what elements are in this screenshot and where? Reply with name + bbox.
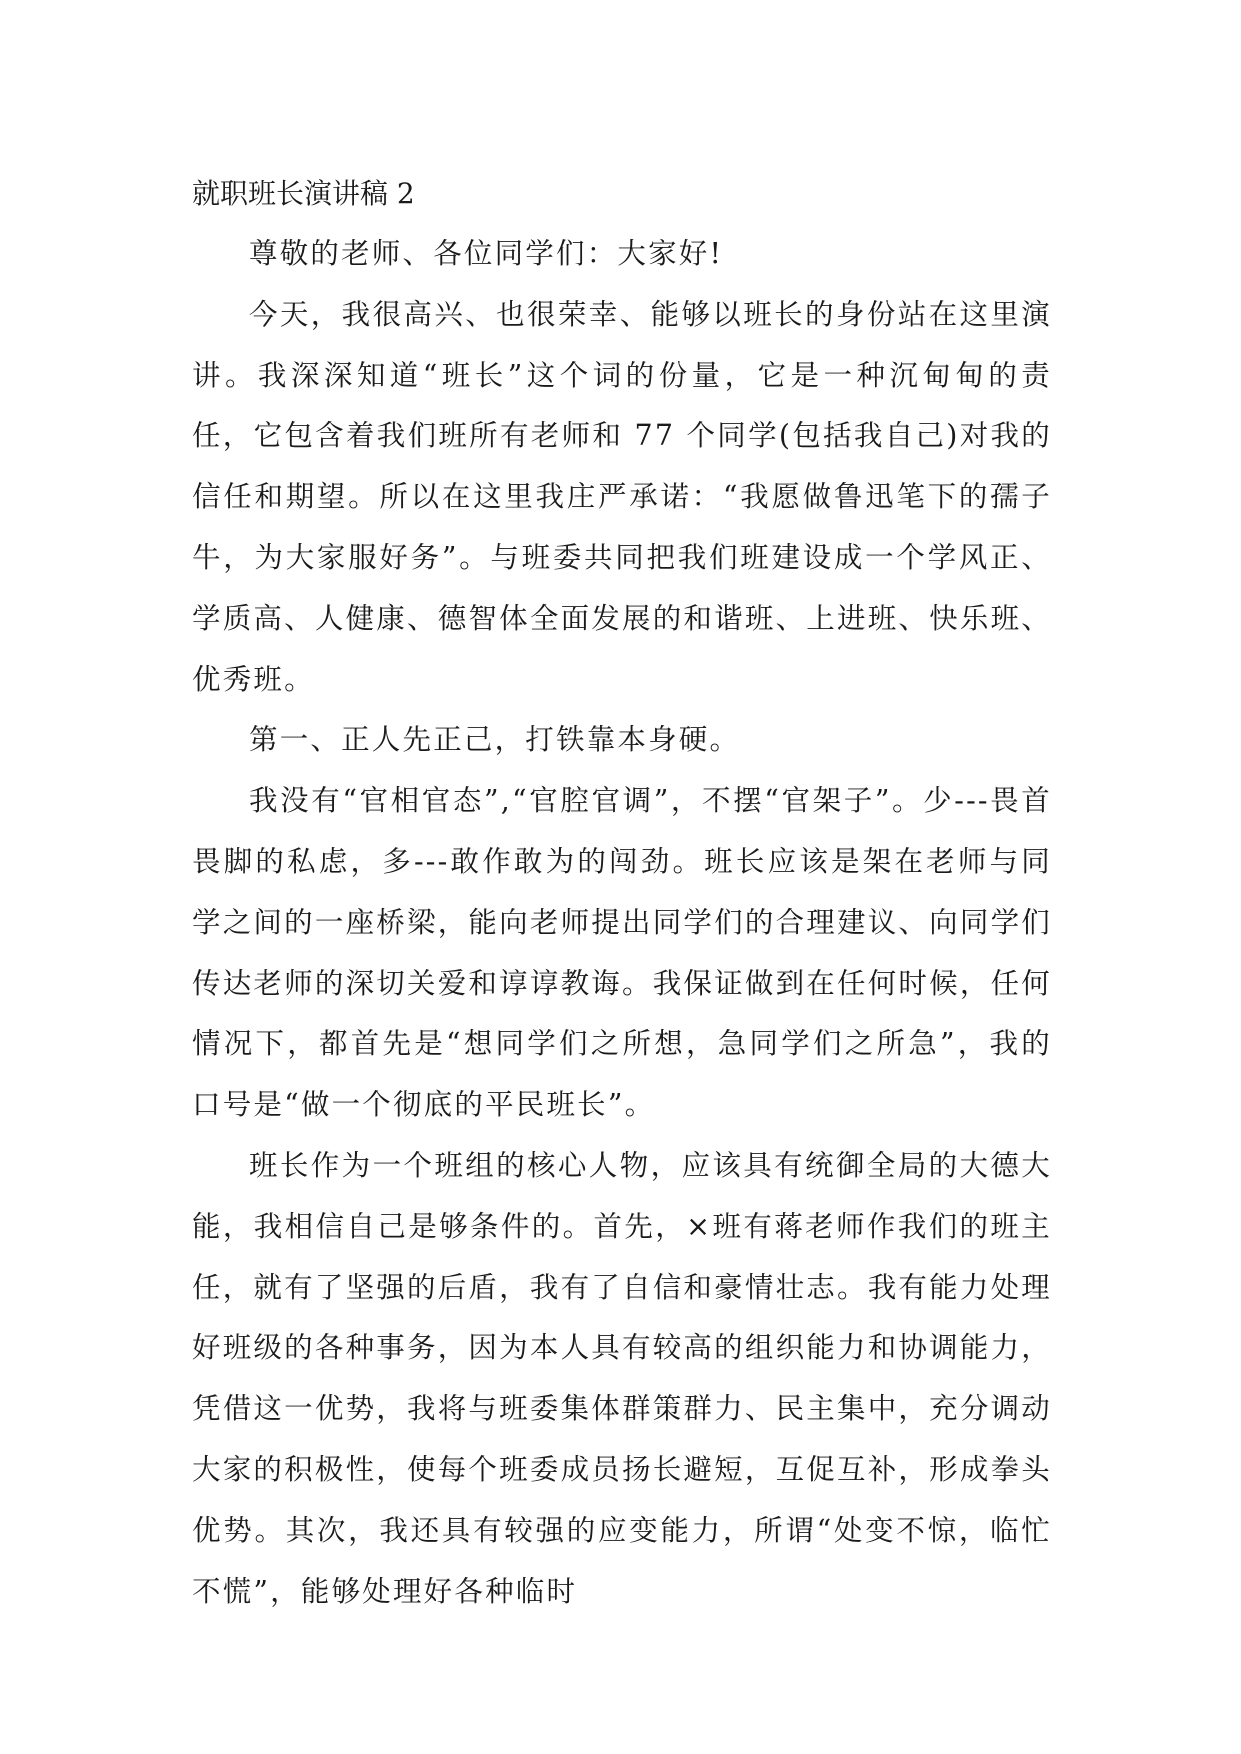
paragraph-introduction: 今天，我很高兴、也很荣幸、能够以班长的身份站在这里演讲。我深深知道“班长”这个词的份量，它是一种沉甸甸的责任，它包含着我们班所有老师和 77 个同学(包括我自己)对我的信任和期望。所以在这里我庄严承诺：“我愿做鲁迅笔下的孺子牛，为大家服好务”。与班委共同把我们班建设成一个学风正、学质高、人健康、德智体全面发展的和谐班、上进班、快乐班、优秀班。 bbox=[192, 297, 1052, 696]
paragraph-attitude: 我没有“官相官态”,“官腔官调”，不摆“官架子”。少---畏首畏脚的私虑，多---敢作敢为的闯劲。班长应该是架在老师与同学之间的一座桥梁，能向老师提出同学们的合理建议、向同学们传达老师的深切关爱和谆谆教诲。我保证做到在任何时候，任何情况下，都首先是“想同学们之所想，急同学们之所急”，我的口号是“做一个彻底的平民班长”。 bbox=[192, 784, 1052, 1122]
paragraph-greeting: 尊敬的老师、各位同学们：大家好! bbox=[249, 237, 724, 270]
paragraph-section-heading: 第一、正人先正己，打铁靠本身硬。 bbox=[249, 723, 741, 757]
paragraph-qualifications: 班长作为一个班组的核心人物，应该具有统御全局的大德大能，我相信自己是够条件的。首先，×班有蒋老师作我们的班主任，就有了坚强的后盾，我有了自信和豪情壮志。我有能力处理好班级的各种事务，因为本人具有较高的组织能力和协调能力，凭借这一优势，我将与班委集体群策群力、民主集中，充分调动大家的积极性，使每个班委成员扬长避短，互促互补，形成拳头优势。其次，我还具有较强的应变能力，所谓“处变不惊，临忙不慌”，能够处理好各种临时 bbox=[192, 1148, 1052, 1608]
document-body bbox=[192, 164, 1052, 1622]
document-title: 就职班长演讲稿 2 bbox=[192, 177, 415, 210]
